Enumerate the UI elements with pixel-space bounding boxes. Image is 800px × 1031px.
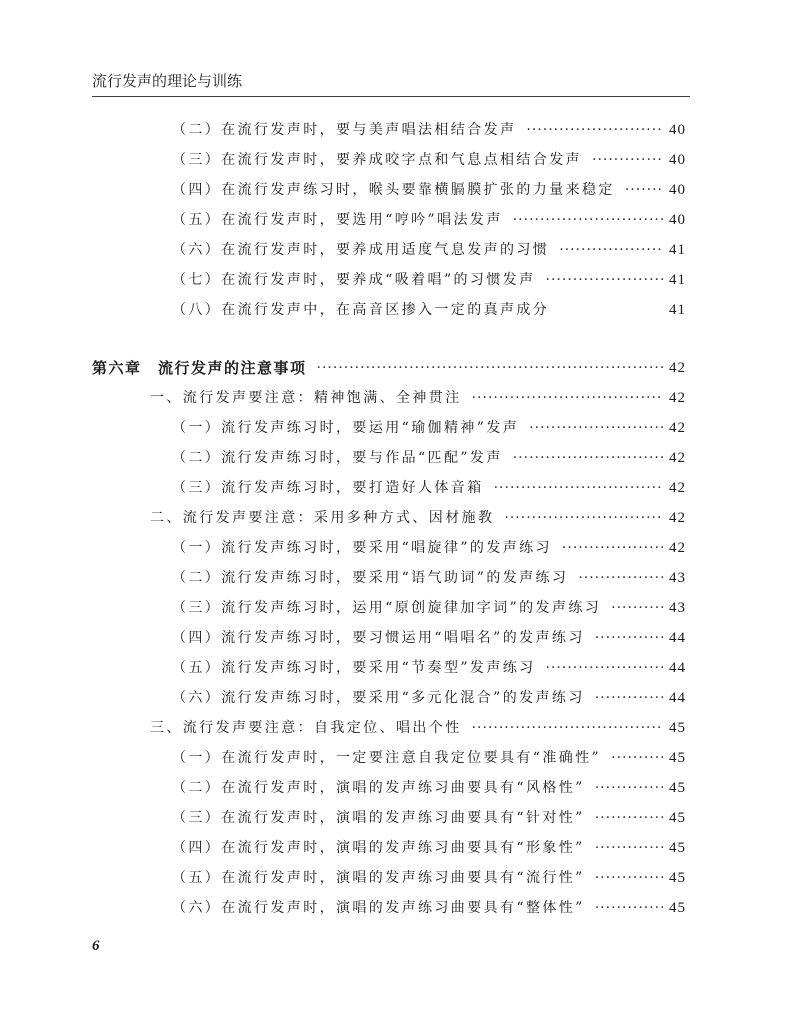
toc-entry[interactable] (172, 208, 686, 232)
toc-section-entry[interactable] (150, 506, 686, 530)
toc-entry-page: 42 (669, 420, 686, 436)
toc-entry-title: （七）在流行发声时，要养成“吸着唱”的习惯发声 (172, 272, 536, 288)
toc-section-entry[interactable] (150, 386, 686, 410)
toc-entry-title: （六）流行发声练习时，要采用“多元化混合”的发声练习 (172, 690, 585, 706)
toc-entry[interactable] (172, 836, 686, 860)
toc-entry-title: （三）流行发声练习时，要打造好人体音箱 (172, 480, 484, 496)
dot-leader (595, 896, 663, 920)
toc-entry[interactable] (172, 536, 686, 560)
toc-entry-title: （六）在流行发声时，演唱的发声练习曲要具有“整体性” (172, 900, 585, 916)
toc-entry-page: 42 (669, 450, 686, 466)
dot-leader (625, 178, 663, 202)
toc-entry[interactable] (172, 896, 686, 920)
toc-entry-page: 45 (669, 840, 686, 856)
dot-leader (592, 148, 663, 172)
toc-entry-page: 42 (669, 540, 686, 556)
toc-entry-title: （五）在流行发声时，演唱的发声练习曲要具有“流行性” (172, 870, 585, 886)
dot-leader (546, 656, 663, 680)
toc-entry-page: 41 (669, 242, 686, 258)
toc-entry[interactable] (172, 746, 686, 770)
toc-entry-title: 三、流行发声要注意：自我定位、唱出个性 (150, 720, 462, 736)
toc-entry[interactable] (172, 866, 686, 890)
toc-chapter-entry[interactable] (92, 356, 686, 380)
toc-entry-title: （二）在流行发声时，要与美声唱法相结合发声 (172, 122, 517, 138)
toc-entry-title: （六）在流行发声时，要养成用适度气息发声的习惯 (172, 242, 550, 258)
toc-entry-page: 41 (669, 302, 686, 318)
dot-leader (595, 686, 663, 710)
toc-entry[interactable] (172, 806, 686, 830)
toc-entry-title: （四）流行发声练习时，要习惯运用“唱唱名”的发声练习 (172, 630, 585, 646)
toc-entry-page: 45 (669, 750, 686, 766)
dot-leader (317, 356, 663, 380)
toc-entry[interactable] (172, 686, 686, 710)
toc-entry-title: （八）在流行发声中，在高音区掺入一定的真声成分 (172, 302, 550, 318)
dot-leader (504, 506, 663, 530)
toc-entry-page: 44 (669, 690, 686, 706)
toc-entry-page: 43 (669, 600, 686, 616)
toc-entry[interactable] (172, 446, 686, 470)
dot-leader (472, 386, 663, 410)
toc-entry[interactable] (172, 178, 686, 202)
dot-leader (546, 268, 663, 292)
toc-entry-title: （三）流行发声练习时，运用“原创旋律加字词”的发声练习 (172, 600, 602, 616)
toc-entry-title: （四）在流行发声练习时，喉头要靠横膈膜扩张的力量来稳定 (172, 182, 615, 198)
toc-entry-page: 42 (669, 510, 686, 526)
toc-entry-page: 40 (669, 182, 686, 198)
dot-leader (559, 238, 663, 262)
dot-leader (611, 746, 663, 770)
dot-leader (595, 806, 663, 830)
toc-entry-title: 一、流行发声要注意：精神饱满、全神贯注 (150, 390, 462, 406)
toc-chapter-title: 第六章 流行发声的注意事项 (92, 359, 307, 377)
dot-leader (513, 208, 663, 232)
toc-entry[interactable] (172, 416, 686, 440)
dot-leader (494, 476, 663, 500)
toc-entry-page: 43 (669, 570, 686, 586)
toc-entry-page: 45 (669, 870, 686, 886)
dot-leader (595, 866, 663, 890)
dot-leader (611, 596, 663, 620)
toc-entry-title: （二）流行发声练习时，要采用“语气助词”的发声练习 (172, 570, 569, 586)
toc-entry[interactable] (172, 566, 686, 590)
toc-section-entry[interactable] (150, 716, 686, 740)
toc-entry[interactable] (172, 776, 686, 800)
toc-entry-page: 42 (669, 360, 686, 376)
toc-entry-page: 40 (669, 152, 686, 168)
running-header: 流行发声的理论与训练 (92, 72, 243, 90)
dot-leader (595, 836, 663, 860)
dot-leader (513, 446, 663, 470)
toc-entry-title: （二）在流行发声时，演唱的发声练习曲要具有“风格性” (172, 780, 585, 796)
toc-entry-title: （五）在流行发声时，要选用“哼吟”唱法发声 (172, 212, 503, 228)
dot-leader (526, 118, 663, 142)
toc-entry-page: 40 (669, 212, 686, 228)
dot-leader (529, 416, 663, 440)
toc-entry[interactable] (172, 596, 686, 620)
toc-entry[interactable] (172, 476, 686, 500)
toc-entry[interactable] (172, 656, 686, 680)
toc-entry[interactable] (172, 268, 686, 292)
toc-entry-title: （二）流行发声练习时，要与作品“匹配”发声 (172, 450, 503, 466)
toc-entry-title: （五）流行发声练习时，要采用“节奏型”发声练习 (172, 660, 536, 676)
toc-entry-page: 45 (669, 810, 686, 826)
dot-leader (578, 566, 663, 590)
toc-entry-page: 45 (669, 900, 686, 916)
toc-entry-page: 45 (669, 780, 686, 796)
dot-leader (595, 626, 663, 650)
toc-entry[interactable] (172, 148, 686, 172)
dot-leader (472, 716, 663, 740)
toc-entry-title: （一）流行发声练习时，要采用“唱旋律”的发声练习 (172, 540, 552, 556)
toc-entry-page: 44 (669, 630, 686, 646)
toc-entry[interactable] (172, 626, 686, 650)
dot-leader (562, 536, 663, 560)
toc-entry-title: （三）在流行发声时，要养成咬字点和气息点相结合发声 (172, 152, 582, 168)
toc-entry-page: 42 (669, 390, 686, 406)
toc-entry[interactable] (172, 118, 686, 142)
toc-entry-title: （一）在流行发声时，一定要注意自我定位要具有“准确性” (172, 750, 602, 766)
toc-entry[interactable] (172, 238, 686, 262)
toc-entry-page: 42 (669, 480, 686, 496)
toc-entry[interactable] (172, 298, 686, 322)
toc-entry-title: （三）在流行发声时，演唱的发声练习曲要具有“针对性” (172, 810, 585, 826)
toc-entry-title: （一）流行发声练习时，要运用“瑜伽精神”发声 (172, 420, 520, 436)
toc-entry-page: 41 (669, 272, 686, 288)
dot-leader (595, 776, 663, 800)
toc-entry-title: 二、流行发声要注意：采用多种方式、因材施教 (150, 510, 495, 526)
toc-entry-page: 40 (669, 122, 686, 138)
toc-entry-page: 45 (669, 720, 686, 736)
page-number: 6 (92, 938, 100, 954)
toc-entry-page: 44 (669, 660, 686, 676)
toc-entry-title: （四）在流行发声时，演唱的发声练习曲要具有“形象性” (172, 840, 585, 856)
